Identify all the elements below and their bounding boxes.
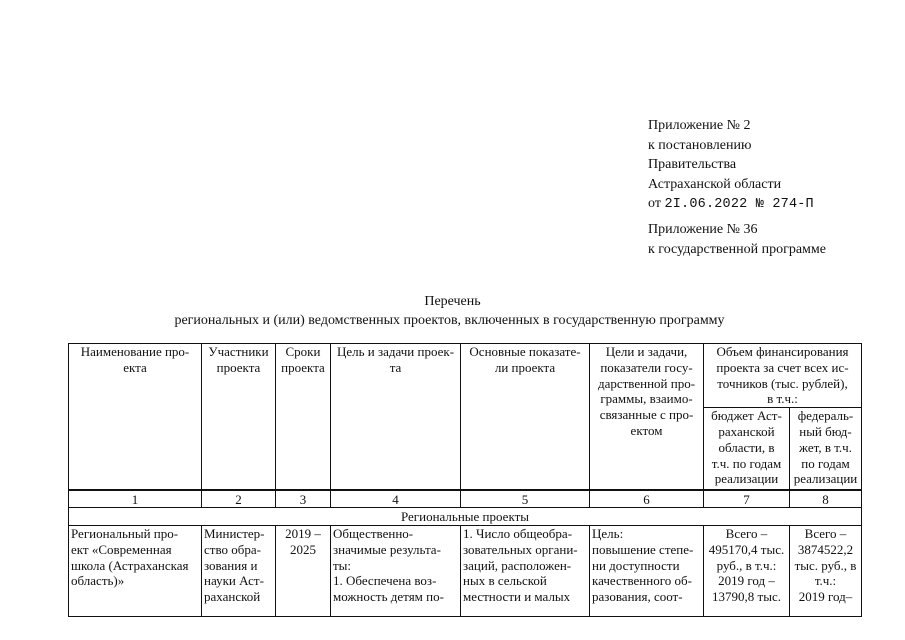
column-number: 1 (69, 490, 202, 508)
cell-participants (202, 526, 276, 617)
cell-terms (276, 526, 331, 617)
header-terms (276, 344, 331, 491)
header-participants (202, 344, 276, 491)
header-text: Объем финансирования проекта за счет всех ис- точников (тыс. рублей), в т.ч.: (716, 344, 849, 407)
header-project-name (69, 344, 202, 491)
column-number: 4 (331, 490, 461, 508)
appendix-line: к постановлению (648, 137, 752, 153)
header-text: Участники проекта (208, 344, 269, 375)
column-number: 3 (276, 490, 331, 508)
appendix-line: Приложение № 36 (648, 222, 758, 237)
section-row (69, 508, 862, 526)
date-and-number: 2I.06.2022 № 274-П (664, 197, 814, 212)
cell-text: 1. Число общеобра- зовательных органи- заций, расположен- ных в сельской местности и малых (463, 526, 578, 605)
cell-text: Всего – 495170,4 тыс. руб., в т.ч.: 2019 год – 13790,8 тыс. (708, 526, 785, 605)
appendix-block-program (648, 220, 826, 259)
header-indicators (461, 344, 590, 491)
table-row (69, 526, 862, 617)
cell-text: 2019 – 2025 (285, 526, 321, 557)
cell-text: Всего – 3874522,2 тыс. руб., в т.ч.: 2019 год– (794, 526, 857, 605)
section-title: Региональные проекты (69, 508, 862, 526)
header-text: бюджет Аст- раханской области, в т.ч. по годам реализации (711, 408, 782, 487)
header-text: Сроки проекта (281, 344, 325, 375)
header-row-top (69, 344, 862, 408)
appendix-line: Правительства (648, 157, 737, 172)
header-program-goals (590, 344, 704, 491)
appendix-line: Приложение № 2 (648, 118, 751, 133)
document-subtitle: региональных и (или) ведомственных проектов, включенных в государственную программу (174, 313, 725, 328)
column-number: 6 (590, 490, 704, 508)
header-regional-budget (704, 408, 790, 490)
header-text: федераль- ный бюд- жет, в т.ч. по годам реализации (793, 408, 858, 487)
cell-federal-budget (790, 526, 862, 617)
cell-text: Региональный про- ект «Современная школа (Астраханская область)» (71, 526, 189, 589)
cell-goals (331, 526, 461, 617)
header-text: Цели и задачи, показатели госу- дарственной про- граммы, взаимо- связанные с про- ектом (597, 344, 696, 438)
header-federal-budget (790, 408, 862, 490)
header-text: Наименование про- екта (80, 344, 190, 375)
column-number: 8 (790, 490, 862, 508)
cell-text: Министер- ство обра- зования и науки Аст- раханской (204, 526, 265, 605)
appendix-date-line (648, 194, 814, 215)
projects-table (68, 343, 862, 617)
header-goals (331, 344, 461, 491)
cell-program-goals (590, 526, 704, 617)
header-financing (704, 344, 862, 408)
document-title: Перечень (424, 294, 481, 309)
column-number: 5 (461, 490, 590, 508)
header-text: Цель и задачи проек- та (336, 344, 455, 375)
cell-indicators (461, 526, 590, 617)
column-numbers-row (69, 490, 862, 508)
appendix-line: к государственной программе (648, 241, 826, 257)
cell-text: Общественно- значимые результа- ты: 1. Обеспечена воз- можность детям по- (333, 526, 444, 605)
appendix-line: Астраханской области (648, 176, 782, 192)
date-prefix: от (648, 196, 661, 211)
cell-text: Цель: повышение степе- ни доступности качественного об- разования, соот- (592, 526, 694, 605)
cell-project-name (69, 526, 202, 617)
cell-regional-budget (704, 526, 790, 617)
header-text: Основные показате- ли проекта (469, 344, 581, 375)
column-number: 2 (202, 490, 276, 508)
column-number: 7 (704, 490, 790, 508)
appendix-block-resolution (648, 116, 814, 215)
